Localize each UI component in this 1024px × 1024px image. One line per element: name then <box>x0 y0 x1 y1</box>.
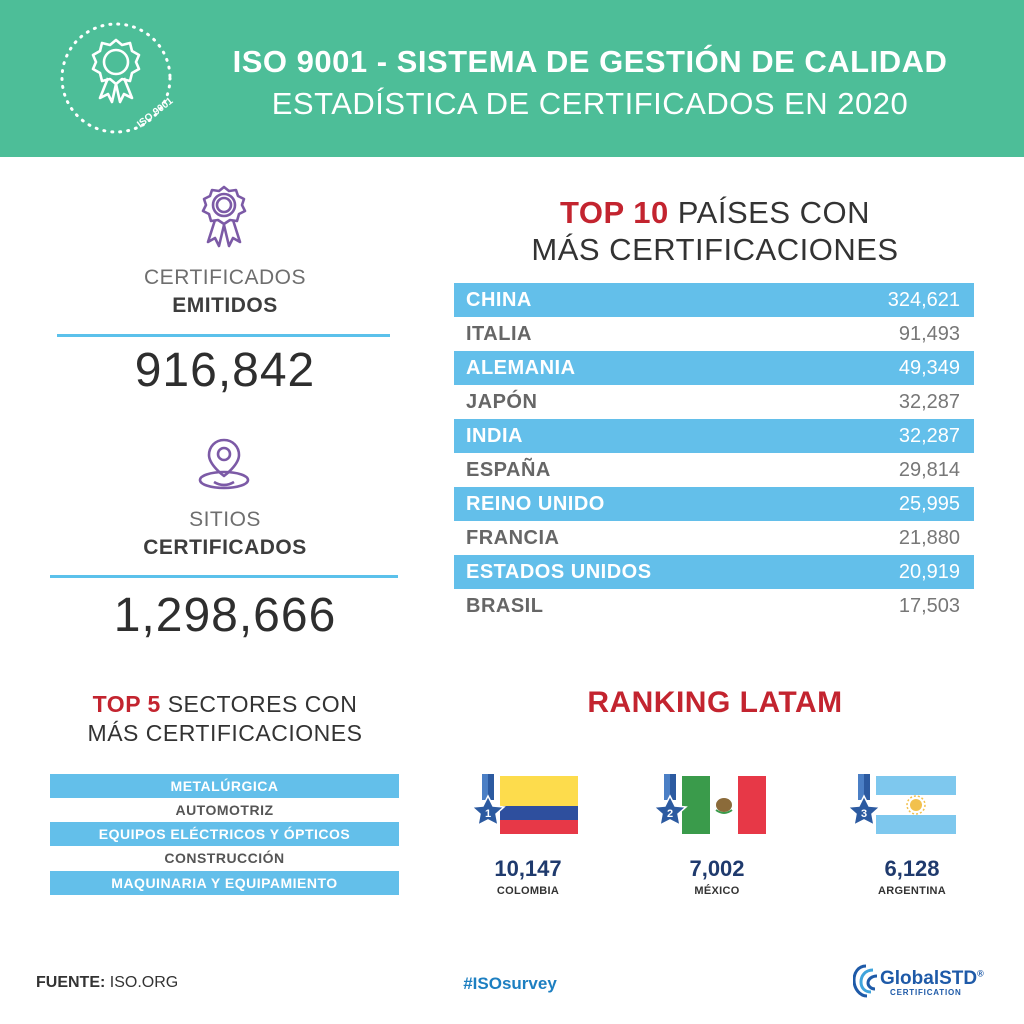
table-row <box>454 487 974 521</box>
list-item: METALÚRGICA <box>50 774 399 798</box>
top10-title <box>480 194 950 268</box>
country-value: 20,919 <box>898 561 960 583</box>
latam-value-argentina: 6,128 <box>884 856 940 881</box>
latam-title: RANKING LATAM <box>587 686 843 719</box>
table-row <box>454 385 974 419</box>
page-title: ISO 9001 - SISTEMA DE GESTIÓN DE CALIDAD <box>232 44 948 79</box>
svg-text:2: 2 <box>666 808 674 820</box>
globalstd-logo <box>880 968 984 990</box>
certs-value: 916,842 <box>134 344 316 397</box>
globalstd-logo-icon <box>853 964 879 998</box>
svg-text:ISO 9001: ISO 9001 <box>135 95 176 131</box>
table-row <box>454 283 974 317</box>
country-name: CHINA <box>466 289 532 311</box>
source-label: FUENTE: <box>36 974 106 991</box>
latam-value-mexico: 7,002 <box>689 856 745 881</box>
colombia-flag-icon <box>470 772 580 836</box>
latam-country-mexico: MÉXICO <box>694 885 740 897</box>
table-row <box>454 351 974 385</box>
country-value: 324,621 <box>887 289 960 311</box>
hashtag-link[interactable]: #ISOsurvey <box>463 974 557 993</box>
sites-label-strong: CERTIFICADOS <box>143 536 307 559</box>
source-credit <box>36 974 178 992</box>
svg-text:1: 1 <box>484 808 492 820</box>
sites-divider <box>50 575 398 578</box>
country-value: 25,995 <box>898 493 960 515</box>
iso-seal-icon <box>58 18 178 138</box>
map-pin-icon <box>194 436 254 492</box>
sectors-title-strong: TOP 5 <box>92 691 161 717</box>
country-name: JAPÓN <box>466 391 538 413</box>
top10-title-line2: MÁS CERTIFICACIONES <box>531 232 899 267</box>
mexico-flag-icon <box>652 772 768 836</box>
page-subtitle: ESTADÍSTICA DE CERTIFICADOS EN 2020 <box>271 86 909 121</box>
list-item: AUTOMOTRIZ <box>175 802 274 818</box>
country-name: INDIA <box>466 425 523 447</box>
logo-name: GlobalSTD <box>880 968 978 989</box>
sectors-title-rest: SECTORES CON <box>160 691 358 717</box>
country-value: 49,349 <box>898 357 960 379</box>
country-name: ESTADOS UNIDOS <box>466 561 652 583</box>
top10-title-rest: PAÍSES CON <box>668 195 870 230</box>
list-item: EQUIPOS ELÉCTRICOS Y ÓPTICOS <box>50 822 399 846</box>
country-value: 32,287 <box>898 391 960 413</box>
latam-country-argentina: ARGENTINA <box>877 885 947 897</box>
table-row <box>454 317 974 351</box>
country-name: ESPAÑA <box>466 459 551 481</box>
country-name: ALEMANIA <box>466 357 576 379</box>
svg-text:3: 3 <box>860 808 868 820</box>
logo-mark: ® <box>977 968 984 979</box>
sites-value: 1,298,666 <box>113 589 337 642</box>
country-name: ITALIA <box>466 323 532 345</box>
table-row <box>454 589 974 623</box>
country-name: BRASIL <box>466 595 544 617</box>
country-value: 29,814 <box>898 459 960 481</box>
country-value: 91,493 <box>898 323 960 345</box>
list-item: MAQUINARIA Y EQUIPAMIENTO <box>50 871 399 895</box>
country-name: REINO UNIDO <box>466 493 605 515</box>
sectors-title <box>40 690 410 748</box>
certs-label: CERTIFICADOS <box>144 266 306 289</box>
argentina-flag-icon <box>846 772 958 836</box>
certs-divider <box>57 334 390 337</box>
country-value: 32,287 <box>898 425 960 447</box>
certs-label-strong: EMITIDOS <box>172 294 278 317</box>
latam-value-colombia: 10,147 <box>494 856 562 881</box>
latam-country-colombia: COLOMBIA <box>496 885 560 897</box>
country-name: FRANCIA <box>466 527 560 549</box>
top10-title-strong: TOP 10 <box>559 195 669 230</box>
source-value: ISO.ORG <box>105 974 179 991</box>
award-ribbon-icon <box>196 184 252 252</box>
logo-subtitle: CERTIFICATION <box>890 988 962 997</box>
table-row <box>454 555 974 589</box>
table-row <box>454 521 974 555</box>
table-row <box>454 419 974 453</box>
sites-label: SITIOS <box>189 508 261 531</box>
sectors-title-line2: MÁS CERTIFICACIONES <box>87 720 363 746</box>
country-value: 21,880 <box>898 527 960 549</box>
country-value: 17,503 <box>898 595 960 617</box>
list-item: CONSTRUCCIÓN <box>164 850 285 866</box>
table-row <box>454 453 974 487</box>
